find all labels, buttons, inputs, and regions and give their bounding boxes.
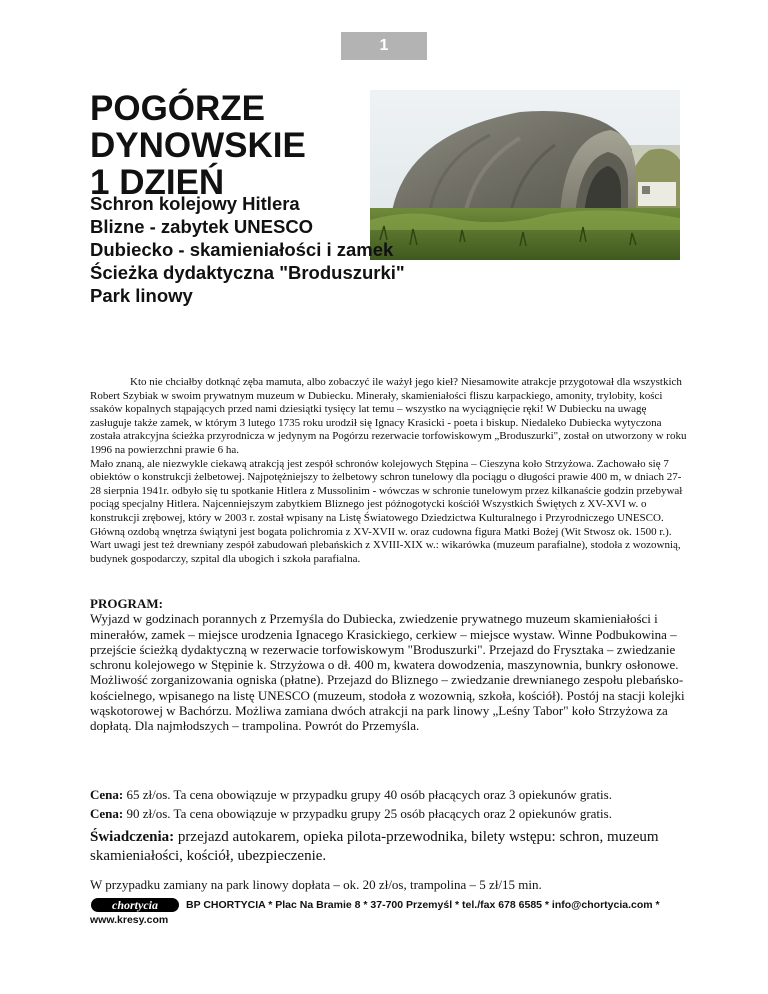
page-number: 1 [341, 32, 427, 60]
price-line [90, 785, 710, 804]
title-line: DYNOWSKIE [90, 126, 306, 165]
footer [90, 897, 700, 927]
logo-text: chortycia [112, 898, 158, 912]
bunker-photo [370, 90, 680, 260]
subtitle-item: Ścieżka dydaktyczna "Broduszurki" [90, 262, 405, 283]
price-text: 90 zł/os. Ta cena obowiązuje w przypadku grupy 25 osób płacących oraz 2 opiekunów gratis. [123, 806, 612, 821]
main-title [90, 90, 306, 201]
subtitle-item: Park linowy [90, 285, 193, 306]
surcharge-note: W przypadku zamiany na park linowy dopłata – ok. 20 zł/os, trampolina – 5 zł/15 min. [90, 877, 542, 892]
subtitle-item: Dubiecko - skamieniałości i zamek [90, 239, 394, 260]
price-line [90, 804, 710, 823]
footer-text: BP CHORTYCIA * Plac Na Bramie 8 * 37-700 Przemyśl * tel./fax 678 6585 * info@chortycia.com * www.kresy.com [90, 898, 660, 926]
price-section [90, 785, 710, 823]
price-label: Cena: [90, 806, 124, 821]
subtitle-item: Blizne - zabytek UNESCO [90, 216, 314, 237]
program-heading: PROGRAM: [90, 596, 163, 611]
subtitle-list [90, 192, 405, 307]
title-line: 1 DZIEŃ [90, 163, 225, 202]
subtitle-item: Schron kolejowy Hitlera [90, 193, 300, 214]
intro-paragraph: Kto nie chciałby dotknąć zęba mamuta, albo zobaczyć ile ważył jego kieł? Niesamowite atrakcje przygotował dla wszystkich Robert Szybiak w swoim prywatnym muzeum w Dubiecku. Minerały, skamieniałości fliszu karpackiego, amonity, trylobity, kości ssaków kopalnych stąpających przed nami dziesiątki tysięcy lat temu – wszystko na wyciągnięcie ręki! W Dubiecku na uwagę zasługuje także zamek, w którym 3 lutego 1735 roku urodził się Ignacy Krasicki - poeta i biskup. Niedaleko Dubiecka wytyczona została atrakcyjna ścieżka przyrodnicza w jedynym na Pogórzu rezerwacie torfowiskowym „Broduszurki", został on utworzony w roku 1996 na powierzchni prawie 6 ha. [90, 376, 687, 456]
title-line: POGÓRZE [90, 89, 266, 128]
price-label: Cena: [90, 787, 124, 802]
services-text: przejazd autokarem, opieka pilota-przewodnika, bilety wstępu: schron, muzeum skamieniałości, kościół, ubezpieczenie. [90, 829, 659, 864]
intro-paragraph: Mało znaną, ale niezwykle ciekawą atrakcją jest zespół schronów kolejowych Stępina – Cieszyna koło Strzyżowa. Zachowało się 7 obiektów o konstrukcji żelbetowej. Najpotężniejszy to żelbetowy schron tunelowy dla pociągu o długości prawie 400 m, w dniach 27- 28 sierpnia 1941r. odbyło się tu spotkanie Hitlera z Mussolinim - wówczas w schronie tunelowym przez kilkanaście godzin przebywał pociąg specjalny Hitlera. Najcenniejszym zabytkiem Bliznego jest późnogotycki kościół Wszystkich Świętych z XV-XVI w. o konstrukcji zrębowej, który w 2003 r. został wpisany na Listę Światowego Dziedzictwa Kulturalnego i Przyrodniczego UNESCO. Główną ozdobą wnętrza świątyni jest bogata polichromia z XV-XVII w. oraz cudowna figura Matki Bożej (Wit Stwosz ok. 1500 r.). Wart uwagi jest też drewniany zespół zabudowań plebańskich z XVIII-XIX w.: wikarówka (muzeum parafialne), stodoła z wozownią, budynek gospodarczy, szpital dla ubogich i szkoła parafialna. [90, 457, 683, 565]
program-section [90, 596, 690, 734]
intro-text [90, 376, 690, 566]
price-text: 65 zł/os. Ta cena obowiązuje w przypadku grupy 40 osób płacących oraz 3 opiekunów gratis. [123, 787, 612, 802]
chortycia-logo [90, 897, 180, 913]
program-text: Wyjazd w godzinach porannych z Przemyśla do Dubiecka, zwiedzenie prywatnego muzeum skamieniałości i minerałów, zamek – miejsce urodzenia Ignacego Krasickiego, cerkiew – miejsce wystaw. Winne Podbukowina – przejście ścieżką dydaktyczną w rezerwacie torfowiskowym "Broduszurki". Przejazd do Frysztaka – zwiedzanie schronu kolejowego w Stępinie k. Strzyżowa o dł. 400 m, kwatera dowodzenia, maszynownia, bunkry osłonowe. Możliwość zorganizowania ogniska (płatne). Przejazd do Bliznego – zwiedzanie drewnianego zespołu plebańsko-kościelnego, wpisanego na listę UNESCO (muzeum, stodoła z wozownią, szkoła, kościół). Postój na stacji kolejki wąskotorowej w Bachórzu. Możliwa zamiana dwóch atrakcji na park linowy „Leśny Tabor" koło Strzyżowa za dopłatą. Dla najmłodszych – trampolina. Powrót do Przemyśla. [90, 611, 685, 734]
services-section [90, 828, 700, 866]
services-label: Świadczenia: [90, 829, 175, 845]
